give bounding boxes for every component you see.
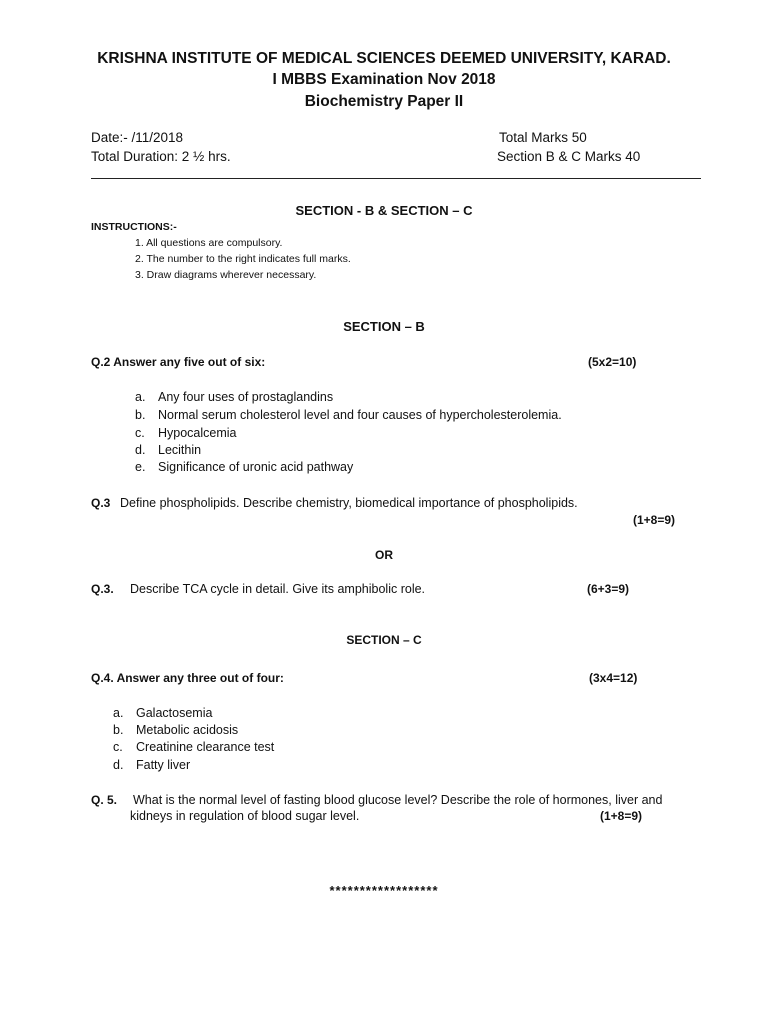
instructions-heading: INSTRUCTIONS:- [91,221,177,233]
exam-date: Date:- /11/2018 [91,130,184,145]
q3-alt-marks: (6+3=9) [587,582,630,596]
q5-text-line2: kidneys in regulation of blood sugar level. [130,809,360,823]
q4-label: Q.4. Answer any three out of four: [91,671,284,685]
q3-alt-number: Q.3. [91,582,114,596]
header-divider [91,178,701,179]
paper-title: Biochemistry Paper II [304,93,464,110]
q2-label: Q.2 Answer any five out of six: [91,355,266,369]
total-duration: Total Duration: 2 ½ hrs. [91,149,231,164]
q3-text: Define phospholipids. Describe chemistry, biomedical importance of phospholipids. [120,496,578,510]
section-c-title: SECTION – C [346,633,422,647]
q4-item-letter: a. [113,706,124,720]
section-b-title: SECTION – B [343,319,425,334]
q3-alt-text: Describe TCA cycle in detail. Give its amphibolic role. [130,582,426,596]
sections-heading: SECTION - B & SECTION – C [295,203,473,218]
q2-item-text: Significance of uronic acid pathway [158,460,354,474]
q5-number: Q. 5. [91,793,118,807]
q2-marks: (5x2=10) [588,355,637,369]
institute-name: KRISHNA INSTITUTE OF MEDICAL SCIENCES DEEMED UNIVERSITY, KARAD. [97,50,671,67]
q2-item-letter: a. [135,390,146,404]
q4-item-text: Metabolic acidosis [136,723,239,737]
q4-item-text: Creatinine clearance test [136,740,275,754]
q4-marks: (3x4=12) [589,671,638,685]
q2-item-text: Lecithin [158,443,202,457]
q4-item-text: Galactosemia [136,706,213,720]
q2-item-letter: c. [135,426,145,440]
q4-item-letter: d. [113,758,124,772]
section-marks: Section B & C Marks 40 [497,149,641,164]
total-marks: Total Marks 50 [499,130,587,145]
q2-item-letter: d. [135,443,146,457]
instruction-item: 2. The number to the right indicates full marks. [135,253,351,265]
q4-item-text: Fatty liver [136,758,191,772]
q5-marks: (1+8=9) [600,809,643,823]
q3-marks: (1+8=9) [633,513,676,527]
q2-item-text: Hypocalcemia [158,426,237,440]
q4-item-letter: c. [113,740,123,754]
q4-item-letter: b. [113,723,124,737]
exam-title: I MBBS Examination Nov 2018 [272,71,496,88]
q2-item-letter: b. [135,408,146,422]
q2-item-text: Any four uses of prostaglandins [158,390,334,404]
q3-number: Q.3 [91,496,111,510]
q2-item-letter: e. [135,460,146,474]
instruction-item: 1. All questions are compulsory. [135,237,283,249]
or-divider: OR [375,548,393,562]
q2-item-text: Normal serum cholesterol level and four causes of hypercholesterolemia. [158,408,562,422]
instruction-item: 3. Draw diagrams wherever necessary. [135,269,317,281]
q5-text-line1: What is the normal level of fasting blood glucose level? Describe the role of hormones, liver and [133,793,663,807]
end-of-paper-stars: ****************** [329,883,439,898]
